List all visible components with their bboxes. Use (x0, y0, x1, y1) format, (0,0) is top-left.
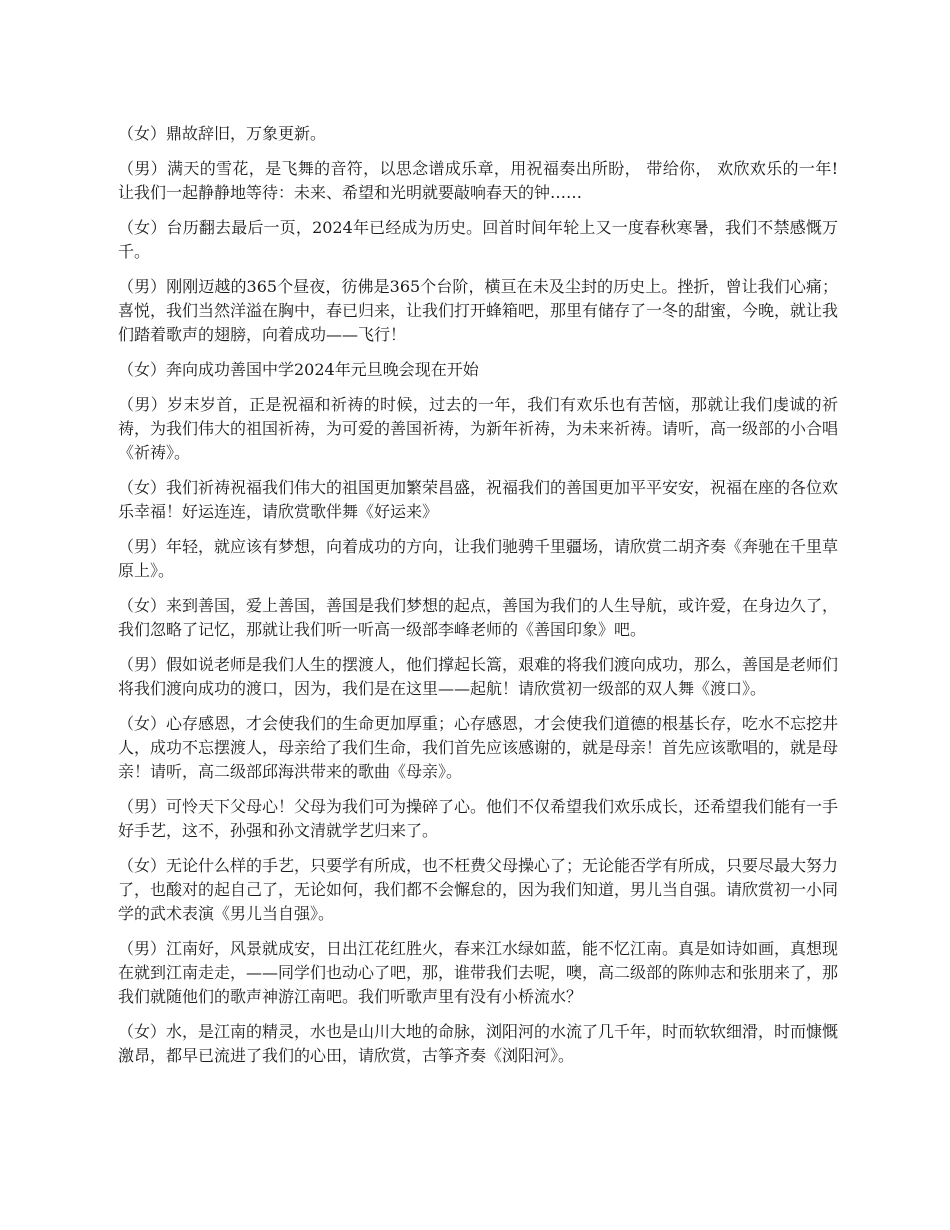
paragraph: （男）江南好，风景就成安，日出江花红胜火，春来江水绿如蓝，能不忆江南。真是如诗如画，真想现在就到江南走走，——同学们也动心了吧，那，谁带我们去呢，噢，高二级部的陈帅志和张朋来了，那我们就随他们的歌声神游江南吧。我们听歌声里有没有小桥流水？ (118, 939, 839, 1006)
document-body (118, 122, 838, 1079)
paragraph: （女）鼎故辞旧，万象更新。 (118, 124, 327, 143)
paragraph: （女）水，是江南的精灵，水也是山川大地的命脉，浏阳河的水流了几千年，时而软软细滑，时而慷慨激昂，都早已流进了我们的心田，请欣赏，古筝齐奏《浏阳河》。 (118, 1022, 839, 1065)
paragraph: （女）来到善国，爱上善国，善国是我们梦想的起点，善国为我们的人生导航，或许爱，在身边久了，我们忽略了记忆，那就让我们听一听高一级部李峰老师的《善国印象》吧。 (118, 596, 839, 639)
paragraph: （男）年轻，就应该有梦想，向着成功的方向，让我们驰骋千里疆场，请欣赏二胡齐奏《奔驰在千里草原上》。 (118, 537, 839, 580)
paragraph: （男）满天的雪花，是飞舞的音符，以思念谱成乐章，用祝福奏出所盼， 带给你， 欢欣欢乐的一年! 让我们一起静静地等待：未来、希望和光明就要敲响春天的钟…… (118, 159, 838, 202)
paragraph: （男）假如说老师是我们人生的摆渡人，他们撑起长篙，艰难的将我们渡向成功，那么，善国是老师们将我们渡向成功的渡口，因为，我们是在这里——起航！请欣赏初一级部的双人舞《渡口》。 (118, 655, 839, 698)
paragraph: （女）台历翻去最后一页，2024年已经成为历史。回首时间年轮上又一度春秋寒暑，我们不禁感慨万千。 (118, 218, 838, 261)
paragraph: （女）我们祈祷祝福我们伟大的祖国更加繁荣昌盛，祝福我们的善国更加平平安安，祝福在座的各位欢乐幸福！好运连连，请欣赏歌伴舞《好运来》 (118, 478, 839, 521)
paragraph: （男）岁末岁首，正是祝福和祈祷的时候，过去的一年，我们有欢乐也有苦恼，那就让我们虔诚的祈祷，为我们伟大的祖国祈祷，为可爱的善国祈祷，为新年祈祷，为未来祈祷。请听，高一级部的小合唱《祈祷》。 (118, 395, 839, 462)
paragraph: （男）刚刚迈越的365个昼夜，彷佛是365个台阶，横亘在未及尘封的历史上。挫折，曾让我们心痛；喜悦，我们当然洋溢在胸中，春已归来，让我们打开蜂箱吧，那里有储存了一冬的甜蜜，今晚，就让我们踏着歌声的翅膀，向着成功——飞行！ (118, 277, 839, 344)
paragraph: （女）心存感恩，才会使我们的生命更加厚重；心存感恩，才会使我们道德的根基长存，吃水不忘挖井人，成功不忘摆渡人，母亲给了我们生命，我们首先应该感谢的，就是母亲！首先应该歌唱的，就是母亲！请听，高二级部邱海洪带来的歌曲《母亲》。 (118, 714, 839, 781)
paragraph: （女）无论什么样的手艺，只要学有所成，也不枉费父母操心了；无论能否学有所成，只要尽最大努力了，也酸对的起自己了，无论如何，我们都不会懈怠的，因为我们知道，男儿当自强。请欣赏初一小同学的武术表演《男儿当自强》。 (118, 856, 839, 923)
paragraph: （女）奔向成功善国中学2024年元旦晚会现在开始 (118, 360, 479, 379)
paragraph: （男）可怜天下父母心！父母为我们可为操碎了心。他们不仅希望我们欢乐成长，还希望我们能有一手好手艺，这不，孙强和孙文清就学艺归来了。 (118, 797, 839, 840)
